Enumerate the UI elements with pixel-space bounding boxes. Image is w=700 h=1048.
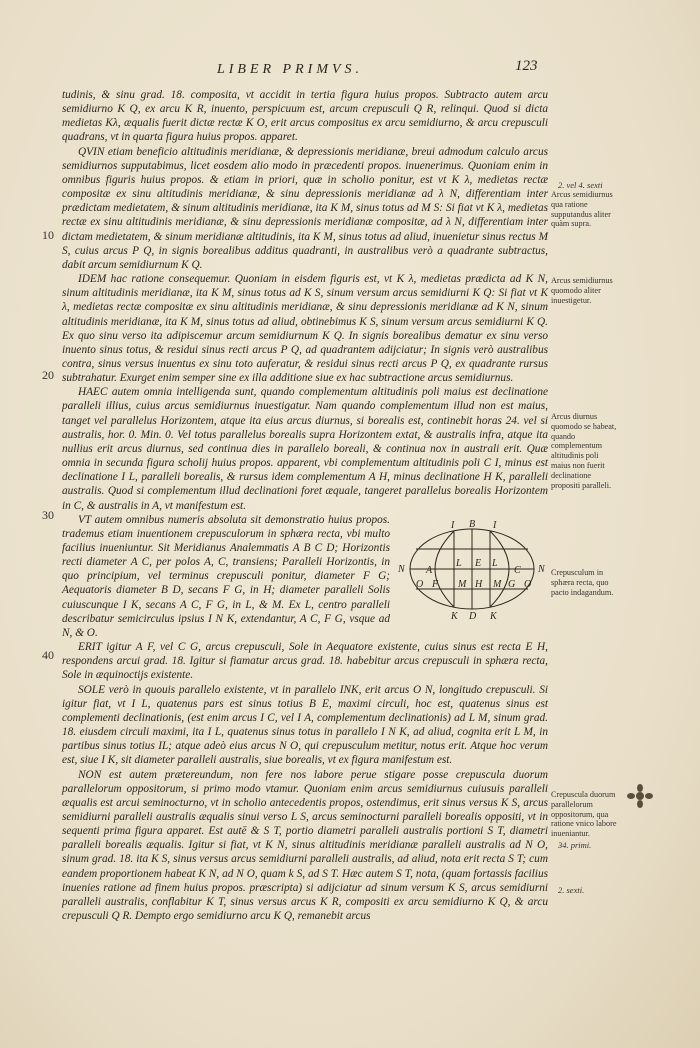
paragraph-7: SOLE verò in quouis parallelo existente, vt in parallelo INK, erit arcus O N, longitudo crepusculi. Si igitur fiat, vt I L, quatenus pars est sinus totius B E, maximi circuli, hoc est, quatenus sinus est complementi declinationis, (est enim arcus I C, vel I A, complementum declinationis) ad L M, sinum grad. 18. eiusdem circuli maximi, ita I L, quatenus sinus totus in parallelo I N K, ad aliud, cognita erit L M, in partibus sinus totius IL; atque adeò eius arcus N O, qui crepusculum metitur, notus erit. Atque hoc verum est, siue I K, sit diameter paralleli australis, siue borealis, vt ex figura manifestum est. — [62, 683, 548, 767]
paragraph-8: NON est autem prætereundum, non fere nos labore perue stigare posse crepuscula duorum parallelorum oppositorum, si primo modo vtamur. Quoniam enim arcus semidiurnus cuiusuis paralleli æqualis est arcui seminocturno, vt in scholio antecedentis propos, ostendimus, erit sinus versus K S, arcus semidiurni paralleli australis æqualis sinui verso L S, arcus seminocturni paralleli borealis oppositi, vt in sequenti prima figura apparet. Est autē & S T, portio diametri paralleli australis portioni S T, diametri paralleli borealis æqualis. Igitur si fiat, vt K N, sinus altitudinis meridianæ paralleli australis ad N O, sinum grad. 18. ita K S, sinus versus arcus semidiurni paralleli australis, ad aliud, nota erit recta S T; cum eandem proportionem habeat K N, ad N O, quam k S, ad S T. Hæc autem S T, nota, (quam fortassis facilius inuenies ratione ad finem huius propos. præscripta) si adijciatur ad sinum versum K S, arcus semidiurni paralleli australis, conflabitur K T, sinus versus arcus K R, compositi ex arcu semidiurno K Q, & arcu crepusculi Q R. Dempto ergo semidiurno arcu K Q, remanebit arcus — [62, 768, 548, 923]
fig-label-I2: I — [493, 519, 497, 531]
fig-label-L: L — [456, 557, 462, 569]
margin-note-2: Arcus semidiurnus quomodo aliter inuestigetur. — [551, 276, 613, 305]
line-number-30: 30 — [42, 508, 54, 522]
fig-label-O2: O — [524, 578, 532, 590]
fig-label-L2: L — [492, 557, 498, 569]
fig-label-D: D — [469, 610, 477, 621]
running-head: LIBER PRIMVS. — [216, 62, 364, 77]
fig-label-M: M — [458, 578, 467, 590]
line-number-10: 10 — [42, 228, 54, 242]
margin-ref-1: 2. vel 4. sexti — [558, 180, 603, 190]
fig-label-A: A — [426, 564, 433, 576]
margin-note-3: Arcus diurnus quomodo se habeat, quando complementum altitudinis poli maius non fuerit declinatione propositi paralleli. — [551, 412, 617, 490]
margin-note-1: Arcus semidiurnus qua ratione supputandus aliter quàm supra. — [551, 190, 613, 229]
fig-label-F: F — [432, 578, 439, 590]
fig-label-C: C — [514, 564, 521, 576]
fig-label-H: H — [475, 578, 483, 590]
fig-label-N2: N — [538, 563, 545, 575]
fig-label-B: B — [469, 518, 476, 530]
paragraph-5: VT autem omnibus numeris absoluta sit demonstratio huius propos. trademus etiam inuentionem crepusculorum in sphæra recta, vbi multo facilius inueniuntur. Sit Meridianus Analemmatis A B C D; Horizontis recti diameter A C, per polos A, C, transiens; Paralleli Horizontis, in quo principium, vel terminus crepusculi ponitur, diameter F G; Aequatoris diameter B D, secans F G, in H; diameter paralleli Solis cuiuscunque I K, secans A C, F G, in L, & M. Ex L, centro paralleli describatur semicirculus ipsius I N K, extendantur, A C, F G, vsque ad N, & O. — [62, 513, 390, 639]
analemma-figure — [396, 517, 548, 621]
fig-label-K2: K — [490, 610, 497, 621]
margin-note-4: Crepusculum in sphæra recta, quo pacto indagandum. — [551, 568, 614, 597]
flower-ornament-icon — [625, 784, 655, 808]
fig-label-M2: M — [493, 578, 502, 590]
fig-label-K: K — [451, 610, 458, 621]
page-number: 123 — [515, 58, 538, 74]
margin-ref-2: 34. primi. — [558, 840, 592, 850]
main-text-block — [62, 88, 548, 923]
fig-label-I: I — [451, 519, 455, 531]
margin-note-5: Crepuscula duorum parallelorum oppositorum, qua ratione vnico labore inueniantur. — [551, 790, 617, 839]
paragraph-2: QVIN etiam beneficio altitudinis meridianæ, & depressionis meridianæ, breui admodum calculo arcus semidiurnos supputabimus, licet eosdem alio modo in præcedenti propos. inuenerimus. Quoniam enim in omnibus figuris huius propos. & etiam in priori, quæ in scholio ponitur, est vt K λ, medietas rectæ compositæ ex sinu altitudinis meridianæ, & sinu depressionis meridianæ ad λ N, differentiam inter prædictam medietatem, & sinum altitudinis meridianæ, ita K M, sinus totus ad M S: Si fiat vt K λ, medietas rectæ ex sinu altitudinis meridianæ, & sinu depressionis meridianæ compositæ, ad λ N, differentiam inter dictam medietatem, & sinum meridianæ altitudinis, ita K M, sinus totus ad aliud, inuenietur sinus rectus M S, cuius arcus P Q, in signis borealibus additus quadranti, in australibus verò a quadrante subtractus, dabit arcum semidiurnum K Q. — [62, 145, 548, 271]
paragraph-4: HAEC autem omnia intelligenda sunt, quando complementum altitudinis poli maius est declinatione paralleli illius, cuius arcus semidiurnus inuestigatur. Nam quando complementum illud non est maius, tanget vel parallelus Horizontem, atque ita eius arcus diurnus, si borealis est, continebit horas 24. vel si australis, hor. 0. Min. 0. Vel totus parallelus borealis supra Horizontem extat, & australis infra, atque ita nullius erit arcus diurnus, sed continua dies in parallelo boreali, & continua nox in australi erit. Quæ omnia in secunda figura scholij huius propos. apparent, vbi complementum altitudinis poli C I, minus est declinatione I L, paralleli borealis, & rursus idem complementum A H, minus declinatione H K, paralleli australis. Quod si complementum illud declinationi foret æquale, tangeret parallelus borealis Horizontem in C, & australis in A, vt manifestum est. — [62, 386, 548, 512]
line-number-40: 40 — [42, 648, 54, 662]
paragraph-6: ERIT igitur A F, vel C G, arcus crepusculi, Sole in Aequatore existente, cuius sinus est recta E H, respondens arcui grad. 18. Igitur si fiamatur arcus grad. 18. habebitur arcus crepusculi in sphæra recta, Sole in æquinoctijs existente. — [62, 641, 548, 682]
line-number-20: 20 — [42, 368, 54, 382]
fig-label-G: G — [508, 578, 516, 590]
paragraph-3: IDEM hac ratione consequemur. Quoniam in eisdem figuris est, vt K λ, medietas prædicta ad K N, sinum altitudinis meridianæ, ita K M, sinus totus ad K S, sinum versum arcus semidiurni K Q: Si fiat vt K λ, medietas rectæ compositæ ex sinu altitudinis meridianæ, & sinu depressionis meridianæ ad K N, sinum altitudinis meridianæ, ita K M, sinus totus ad aliud, obtinebimus K S, sinum versum arcus semidiurni K Q. Ex quo sinu verso ita adipiscemur arcum semidiurnum K Q. In signis borealibus dematur ex sinu verso inuento sinus totus, & residui sinus recti arcus P Q, ad quadrantem adijciatur; In signis verò australibus contra, sinus versus inuentus ex sinu toto auferatur, & residui sinus recti arcus P Q, ex quadrante rursus subtrahatur. Exurget enim semper sine ex illa additione siue ex hac subtractione arcus semidiurnus. — [62, 273, 548, 385]
fig-label-O: O — [416, 578, 424, 590]
paragraph-1: tudinis, & sinu grad. 18. composita, vt accidit in tertia figura huius propos. Subtracto autem arcu semidiurno K Q, ex arcu K R, inuento, perspicuum est, arcum crepusculi Q R, relinqui. Quod si dicta medietas Kλ, æqualis fuerit dictæ rectæ K O, erit arcus compositus ex arcu semidiurno, & arcu crepusculi quadrans, vt in quarta figura huius propos. apparet. — [62, 89, 548, 144]
analemma-diagram — [396, 517, 548, 621]
fig-label-N: N — [398, 563, 405, 575]
fig-label-E: E — [475, 557, 482, 569]
margin-ref-3: 2. sexti. — [558, 885, 585, 895]
